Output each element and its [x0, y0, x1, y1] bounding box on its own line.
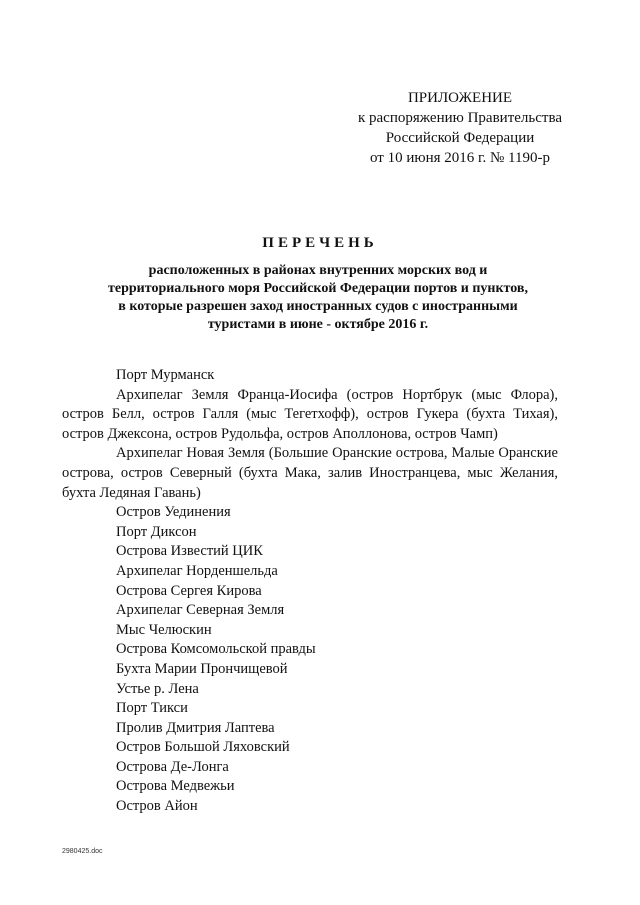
- file-reference: 2980425.doc: [62, 848, 103, 855]
- appendix-date-number: от 10 июня 2016 г. № 1190-р: [370, 150, 550, 166]
- list-item: Архипелаг Новая Земля (Большие Оранские острова, Малые Оранские острова, остров Северный (бухта Мака, залив Иностранцева, мыс Желания, бухта Ледяная Гавань): [62, 445, 558, 501]
- list-item: Острова Де-Лонга: [116, 758, 229, 775]
- list-item: Острова Известий ЦИК: [116, 543, 263, 560]
- list-item: Устье р. Лена: [116, 680, 199, 697]
- subtitle-line: в которые разрешен заход иностранных судов с иностранными: [118, 299, 518, 314]
- list-item: Остров Большой Ляховский: [116, 739, 290, 756]
- subtitle-line: расположенных в районах внутренних морских вод и: [148, 263, 488, 278]
- appendix-label: ПРИЛОЖЕНИЕ: [407, 90, 513, 106]
- document-title: ПЕРЕЧЕНЬ: [262, 235, 378, 251]
- list-item: Бухта Марии Прончищевой: [116, 660, 288, 677]
- list-item: Порт Тикси: [116, 700, 188, 717]
- list-item: Острова Сергея Кирова: [116, 582, 262, 599]
- list-item: Архипелаг Норденшельда: [116, 562, 278, 579]
- appendix-header: [330, 88, 590, 168]
- subtitle-line: территориального моря Российской Федерации портов и пунктов,: [108, 281, 528, 296]
- document-subtitle: [60, 262, 576, 334]
- appendix-government: Российской Федерации: [385, 130, 535, 146]
- subtitle-line: туристами в июне - октябре 2016 г.: [207, 317, 429, 332]
- list-item: Остров Айон: [116, 798, 198, 815]
- list-item: Порт Диксон: [116, 523, 197, 540]
- list-item: Порт Мурманск: [116, 367, 215, 383]
- ports-list: [62, 366, 558, 817]
- list-item: Мыс Челюскин: [116, 621, 212, 638]
- list-item: Остров Уединения: [116, 504, 231, 521]
- list-item: Острова Комсомольской правды: [116, 641, 316, 658]
- list-item: Архипелаг Земля Франца-Иосифа (остров Нортбрук (мыс Флора), остров Белл, остров Галля (мыс Тегетхофф), остров Гукера (бухта Тихая), остров Джексона, остров Рудольфа, остров Аполлонова, остров Чамп): [62, 386, 558, 442]
- appendix-order-ref: к распоряжению Правительства: [357, 110, 562, 126]
- list-item: Архипелаг Северная Земля: [116, 602, 285, 619]
- list-item: Острова Медвежьи: [116, 778, 235, 795]
- list-item: Пролив Дмитрия Лаптева: [116, 719, 275, 736]
